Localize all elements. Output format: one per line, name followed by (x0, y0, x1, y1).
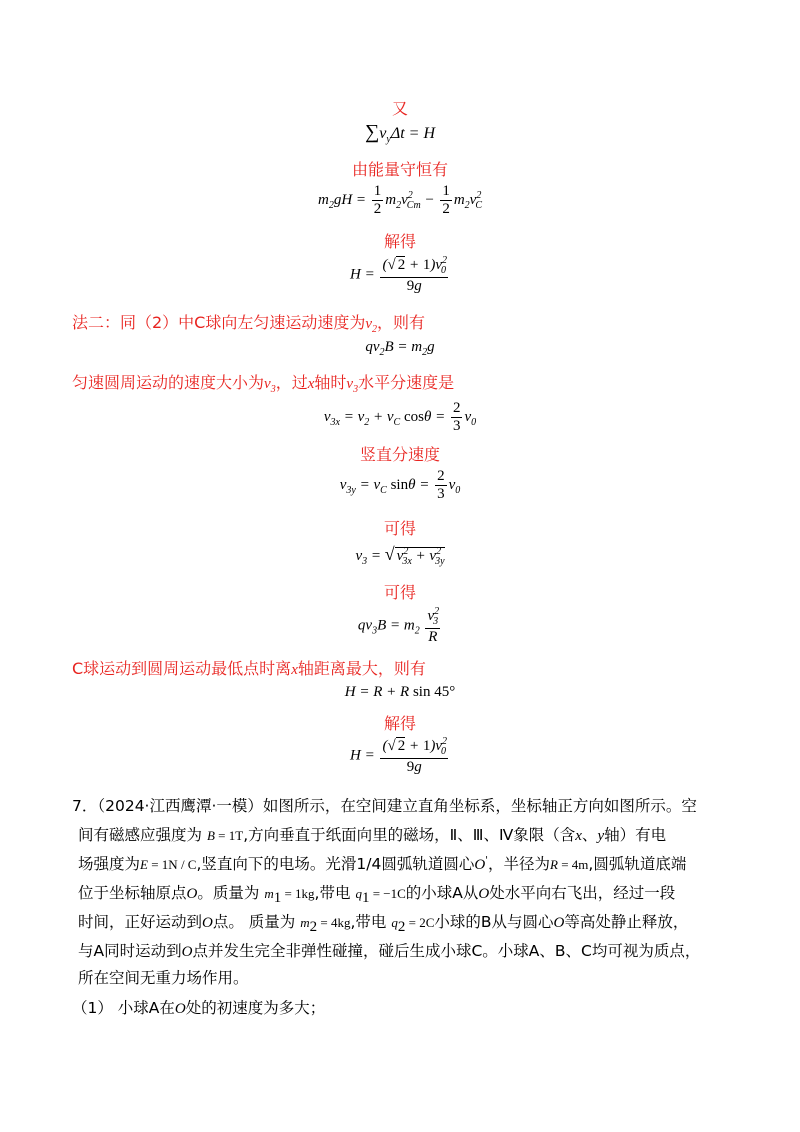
question-line-2: 间有磁感应强度为 B = 1T,方向垂直于纸面向里的磁场，Ⅱ、Ⅲ、Ⅳ象限（含x、y轴）有电 (78, 826, 667, 844)
equation-energy: $m_2gH$ = $\frac{1}{2}$ $m_2v^2_{Cm}$ − $\frac{1}{2}$ $m_2v^2_C$ (317, 183, 483, 218)
equation-v3: $v_3$ = √ $v^2_{3x} + v^2_{3y}$ (355, 544, 445, 567)
question-line-1: 7．（2024·江西鹰潭·一模）如图所示，在空间建立直角坐标系，坐标轴正方向如图所示。空 (72, 797, 697, 815)
equation-h-result-1: H = $\frac{(√ 2 + 1)v^2_0}{9g}$ (350, 255, 447, 294)
text-line-you: 又 (391, 99, 408, 118)
text-line-solve-1: 解得 (383, 232, 416, 251)
text-line-obtain-2: 可得 (383, 583, 416, 602)
text-line-method-two: 法二：同（2）中C球向左匀速运动速度为$v_2$，则有 (72, 313, 426, 335)
question-line-3: 场强度为E = 1N / C,竖直向下的电场。光滑1/4圆弧轨道圆心O'，半径为R = 4m,圆弧轨道底端 (78, 854, 687, 873)
text-line-obtain-1: 可得 (383, 519, 416, 538)
equation-sum-vy: $\sum v_y\Delta t = H$ (364, 121, 435, 146)
equation-qv3b: $qv_3B = m_2$ $\frac{v^2_3}{R}$ (357, 606, 440, 645)
text-line-uniform-circular: 匀速圆周运动的速度大小为$v_3$，过x轴时$v_3$水平分速度是 (72, 373, 455, 395)
equation-qv2b: $qv_2B = m_2g$ (365, 339, 435, 358)
question-part-1: （1） 小球A在O处的初速度为多大； (72, 999, 326, 1017)
equation-h-r: H = R + R sin 45° (344, 684, 456, 700)
text-line-solve-2: 解得 (383, 714, 416, 733)
equation-v3x: $v_{3x} = v_2 + v_C$ cosθ = $\frac{2}{3}$ $v_0$ (323, 400, 477, 435)
question-line-6: 与A同时运动到O点并发生完全非弹性碰撞，碰后生成小球C。小球A、B、C均可视为质点， (78, 942, 701, 960)
text-line-c-ball-lowest: C球运动到圆周运动最低点时离x轴距离最大，则有 (72, 659, 426, 678)
text-line-vertical-velocity: 竖直分速度 (359, 445, 440, 464)
question-line-7: 所在空间无重力场作用。 (78, 969, 249, 987)
equation-v3y: $v_{3y} = v_C$ sinθ = $\frac{2}{3}$ $v_0$ (339, 468, 461, 503)
question-line-4: 位于坐标轴原点O。质量为 $m_1 = 1kg$,带电 $q_1 = -1C$的小球A从O处水平向右飞出，经过一段 (78, 884, 676, 907)
equation-h-result-2: H = $\frac{(√ 2 + 1)v^2_0}{9g}$ (350, 736, 447, 775)
question-line-5: 时间，正好运动到O点。 质量为 $m_2 = 4kg$,带电 $q_2 = 2C$小球的B从与圆心O等高处静止释放， (78, 913, 689, 936)
text-line-energy-conservation: 由能量守恒有 (351, 160, 448, 179)
